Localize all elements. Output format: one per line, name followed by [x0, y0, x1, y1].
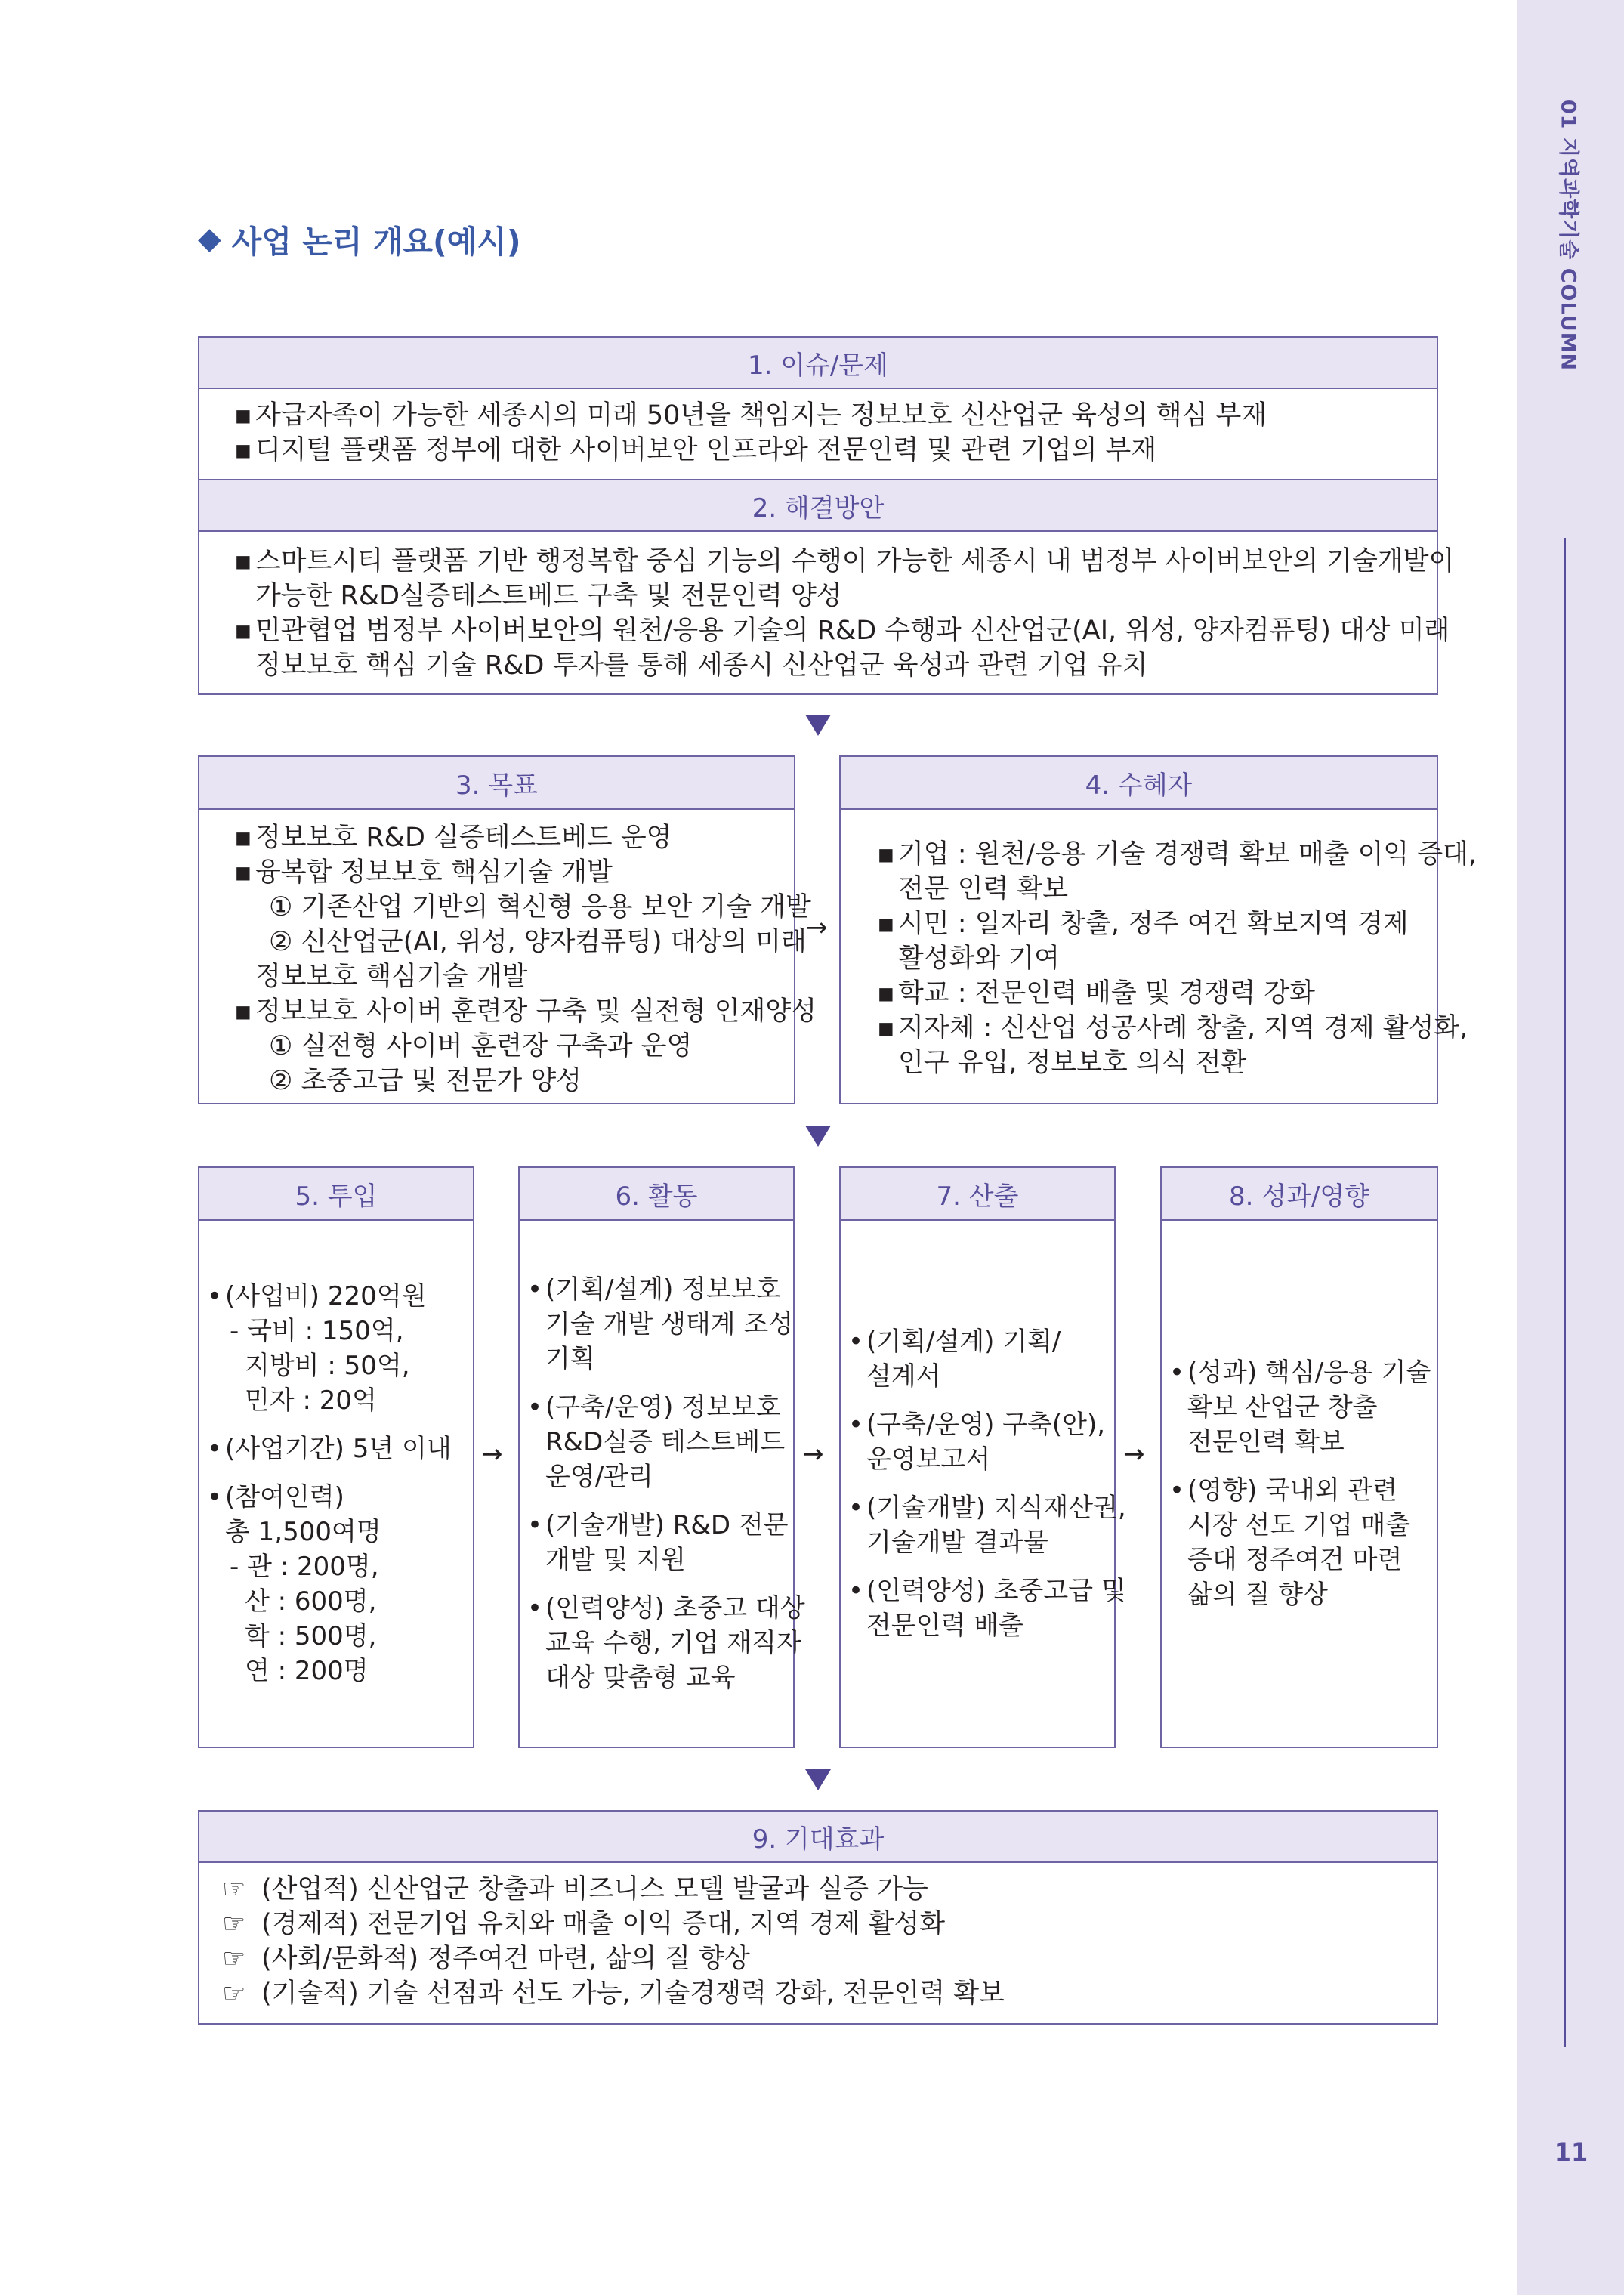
effect-item-text: (사회/문화적) 정주여건 마련, 삶의 질 향상 — [261, 1944, 750, 1974]
activity-item-text: 교육 수행, 기업 재직자 — [545, 1628, 801, 1658]
activity-item-text: 개발 및 지원 — [545, 1545, 686, 1575]
activity-item-text: 운영/관리 — [545, 1462, 653, 1492]
input-item-text: (사업비) 220억원 — [225, 1281, 427, 1311]
dot-bullet-icon: • — [207, 1281, 223, 1311]
beneficiary-header: 4. 수혜자 — [841, 757, 1437, 810]
square-bullet-icon: ▪ — [234, 996, 252, 1027]
activity-item — [527, 1390, 787, 1425]
dot-bullet-icon: • — [848, 1410, 864, 1440]
outcome-item-text: 삶의 질 향상 — [1187, 1580, 1328, 1610]
outcome-item-text: 증대 정주여건 마련 — [1187, 1545, 1403, 1575]
down-arrow-icon — [805, 715, 831, 736]
input-item-text: (참여인력) — [225, 1482, 344, 1512]
pointing-hand-icon: ☞ — [222, 1874, 246, 1904]
pointing-hand-icon: ☞ — [222, 1909, 246, 1939]
pointing-hand-icon: ☞ — [222, 1944, 246, 1974]
goal-header: 3. 목표 — [199, 757, 794, 810]
input-item — [207, 1432, 467, 1466]
goal-sub-item: ② 신산업군(AI, 위성, 양자컴퓨팅) 대상의 미래 — [269, 927, 807, 957]
solution-header: 2. 해결방안 — [198, 479, 1438, 532]
goal-sub-item: ② 초중고급 및 전문가 양성 — [269, 1066, 582, 1096]
activity-item-text: (기획/설계) 정보보호 — [545, 1274, 781, 1305]
outcome-item-text: 확보 산업군 창출 — [1187, 1392, 1378, 1422]
activity-item-text: (구축/운영) 정보보호 — [545, 1392, 781, 1422]
output-item-text: (구축/운영) 구축(안), — [866, 1410, 1106, 1440]
output-header: 7. 산출 — [841, 1168, 1114, 1221]
dot-bullet-icon: • — [527, 1392, 543, 1422]
input-header: 5. 투입 — [199, 1168, 473, 1221]
outcome-item-text: (성과) 핵심/응용 기술 — [1187, 1358, 1431, 1388]
solution-item — [234, 613, 1450, 648]
solution-body — [198, 532, 1455, 695]
output-item-text: 운영보고서 — [866, 1444, 991, 1475]
input-item-text: 연 : 200명 — [245, 1656, 369, 1686]
outcome-item-text: 시장 선도 기업 매출 — [1187, 1510, 1411, 1540]
goal-sub-item: ① 기존산업 기반의 혁신형 응용 보안 기술 개발 — [269, 892, 811, 922]
effect-item — [222, 1872, 1437, 1907]
input-item-text: 산 : 600명, — [245, 1586, 377, 1617]
activity-item-text: 기획 — [545, 1344, 595, 1374]
dot-bullet-icon: • — [527, 1274, 543, 1305]
beneficiary-item-text: 학교 : 전문인력 배출 및 경쟁력 강화 — [898, 978, 1315, 1009]
issue-item — [234, 433, 1402, 468]
effect-header: 9. 기대효과 — [198, 1810, 1438, 1863]
square-bullet-icon: ▪ — [877, 839, 895, 870]
goal-sub-item: 정보보호 핵심기술 개발 — [255, 962, 528, 992]
dot-bullet-icon: • — [848, 1327, 864, 1357]
output-item — [848, 1490, 1126, 1525]
square-bullet-icon: ▪ — [234, 616, 252, 646]
outcome-body — [1162, 1221, 1437, 1747]
chapter-label: 01 지역과학기술 COLUMN — [1556, 99, 1580, 372]
activity-item-text: (기술개발) R&D 전문 — [545, 1510, 789, 1540]
input-item-text: (사업기간) 5년 이내 — [225, 1434, 452, 1464]
output-body — [841, 1221, 1126, 1747]
beneficiary-item — [877, 837, 1477, 872]
issue-header: 1. 이슈/문제 — [198, 336, 1438, 389]
outcome-item-text: (영향) 국내외 관련 — [1187, 1475, 1398, 1506]
goal-item — [234, 820, 794, 855]
output-item-text: (기술개발) 지식재산권, — [866, 1493, 1126, 1523]
beneficiary-item-text: 지자체 : 신산업 성공사례 창출, 지역 경제 활성화, — [898, 1013, 1468, 1043]
dot-bullet-icon: • — [1169, 1358, 1185, 1388]
activity-item — [527, 1272, 787, 1307]
side-divider — [1564, 538, 1566, 2047]
activity-header: 6. 활동 — [520, 1168, 793, 1221]
input-item-text: 총 1,500여명 — [225, 1517, 381, 1547]
square-bullet-icon: ▪ — [877, 1013, 895, 1043]
beneficiary-item-text: 인구 유입, 정보보호 의식 전환 — [898, 1048, 1247, 1078]
activity-item — [527, 1591, 805, 1626]
section-title-text: 사업 논리 개요(예시) — [231, 223, 521, 260]
output-item-text: 전문인력 배출 — [866, 1611, 1023, 1641]
issue-item-text: 디지털 플랫폼 정부에 대한 사이버보안 인프라와 전문인력 및 관련 기업의 부재 — [255, 435, 1157, 465]
input-item — [207, 1279, 467, 1314]
down-arrow-icon — [805, 1126, 831, 1147]
input-item-text: 지방비 : 50억, — [245, 1351, 410, 1381]
solution-item-text: 정보보호 핵심 기술 R&D 투자를 통해 세종시 신산업군 육성과 관련 기업 유치 — [255, 650, 1148, 681]
beneficiary-item — [877, 1011, 1468, 1046]
effect-item-text: (기술적) 기술 선점과 선도 가능, 기술경쟁력 강화, 전문인력 확보 — [261, 1978, 1005, 2009]
dot-bullet-icon: • — [1169, 1475, 1185, 1506]
activity-item-text: 기술 개발 생태계 조성 — [545, 1309, 794, 1339]
goal-item — [234, 994, 817, 1029]
output-item-text: (기획/설계) 기획/ — [866, 1327, 1061, 1357]
square-bullet-icon: ▪ — [234, 546, 252, 576]
issue-body — [198, 389, 1438, 480]
goal-sub-item: ① 실전형 사이버 훈련장 구축과 운영 — [269, 1031, 693, 1061]
square-bullet-icon: ▪ — [234, 823, 252, 853]
page-number: 11 — [1554, 2138, 1588, 2167]
output-item-text: 기술개발 결과물 — [866, 1527, 1048, 1558]
dot-bullet-icon: • — [848, 1576, 864, 1606]
output-item — [848, 1407, 1108, 1442]
output-box — [839, 1166, 1126, 1748]
square-bullet-icon: ▪ — [877, 909, 895, 939]
goal-box — [198, 755, 817, 1104]
effect-body — [198, 1863, 1438, 2025]
activity-item — [527, 1508, 787, 1543]
solution-item-text: 가능한 R&D실증테스트베드 구축 및 전문인력 양성 — [255, 581, 842, 611]
activity-item-text: (인력양성) 초중고 대상 — [545, 1593, 805, 1623]
activity-item-text: R&D실증 테스트베드 — [545, 1427, 786, 1457]
solution-item — [234, 544, 1455, 579]
effect-item — [222, 1976, 1437, 2011]
goal-body — [199, 810, 817, 1098]
input-box — [198, 1166, 474, 1748]
effect-item-text: (산업적) 신산업군 창출과 비즈니스 모델 발굴과 실증 가능 — [261, 1874, 928, 1904]
issue-item-text: 자급자족이 가능한 세종시의 미래 50년을 책임지는 정보보호 신산업군 육성의 핵심 부재 — [255, 400, 1267, 431]
right-arrow-icon: → — [802, 1439, 824, 1469]
diamond-icon: ◆ — [198, 221, 221, 256]
square-bullet-icon: ▪ — [234, 857, 252, 888]
outcome-item — [1169, 1355, 1431, 1390]
solution-item-text: 민관협업 범정부 사이버보안의 원천/응용 기술의 R&D 수행과 신산업군(AI, 위성, 양자컴퓨팅) 대상 미래 — [255, 616, 1450, 646]
beneficiary-box — [839, 755, 1477, 1104]
goal-item-text: 정보보호 사이버 훈련장 구축 및 실전형 인재양성 — [255, 996, 817, 1027]
input-item-text: 민자 : 20억 — [245, 1385, 377, 1416]
goal-item-text: 융복합 정보보호 핵심기술 개발 — [255, 857, 613, 888]
square-bullet-icon: ▪ — [234, 435, 252, 465]
outcome-item — [1169, 1473, 1431, 1508]
beneficiary-item-text: 전문 인력 확보 — [898, 874, 1069, 904]
down-arrow-icon — [805, 1769, 831, 1790]
effect-item — [222, 1907, 1437, 1941]
input-body — [199, 1221, 473, 1747]
beneficiary-item-text: 기업 : 원천/응용 기술 경쟁력 확보 매출 이익 증대, — [898, 839, 1477, 870]
effect-item-text: (경제적) 전문기업 유치와 매출 이익 증대, 지역 경제 활성화 — [261, 1909, 946, 1939]
solution-item-text: 스마트시티 플랫폼 기반 행정복합 중심 기능의 수행이 가능한 세종시 내 범정부 사이버보안의 기술개발이 — [255, 546, 1455, 576]
beneficiary-body — [841, 810, 1477, 1080]
beneficiary-item-text: 시민 : 일자리 창출, 정주 여건 확보지역 경제 — [898, 909, 1409, 939]
output-item-text: 설계서 — [866, 1361, 941, 1392]
section-title — [198, 216, 521, 261]
beneficiary-item-text: 활성화와 기여 — [898, 944, 1060, 974]
right-arrow-icon: → — [806, 913, 828, 943]
input-item — [207, 1480, 467, 1515]
pointing-hand-icon: ☞ — [222, 1978, 246, 2009]
right-arrow-icon: → — [1123, 1439, 1145, 1469]
beneficiary-item — [877, 976, 1437, 1011]
activity-box — [518, 1166, 805, 1748]
dot-bullet-icon: • — [207, 1434, 223, 1464]
effect-item — [222, 1941, 1437, 1976]
goal-item — [234, 855, 794, 890]
outcome-box — [1160, 1166, 1438, 1748]
dot-bullet-icon: • — [848, 1493, 864, 1523]
output-item — [848, 1574, 1126, 1608]
issue-item — [234, 398, 1402, 433]
goal-item-text: 정보보호 R&D 실증테스트베드 운영 — [255, 823, 672, 853]
right-arrow-icon: → — [481, 1439, 503, 1469]
activity-body — [520, 1221, 805, 1747]
activity-item-text: 대상 맞춤형 교육 — [545, 1663, 736, 1693]
input-item-text: - 국비 : 150억, — [230, 1316, 404, 1346]
output-item — [848, 1324, 1108, 1359]
output-item-text: (인력양성) 초중고급 및 — [866, 1576, 1126, 1606]
square-bullet-icon: ▪ — [877, 978, 895, 1009]
outcome-item-text: 전문인력 확보 — [1187, 1427, 1345, 1457]
beneficiary-item — [877, 907, 1437, 941]
input-item-text: 학 : 500명, — [245, 1621, 377, 1651]
dot-bullet-icon: • — [527, 1510, 543, 1540]
input-item-text: - 관 : 200명, — [230, 1552, 379, 1582]
square-bullet-icon: ▪ — [234, 400, 252, 431]
dot-bullet-icon: • — [207, 1482, 223, 1512]
dot-bullet-icon: • — [527, 1593, 543, 1623]
outcome-header: 8. 성과/영향 — [1162, 1168, 1437, 1221]
